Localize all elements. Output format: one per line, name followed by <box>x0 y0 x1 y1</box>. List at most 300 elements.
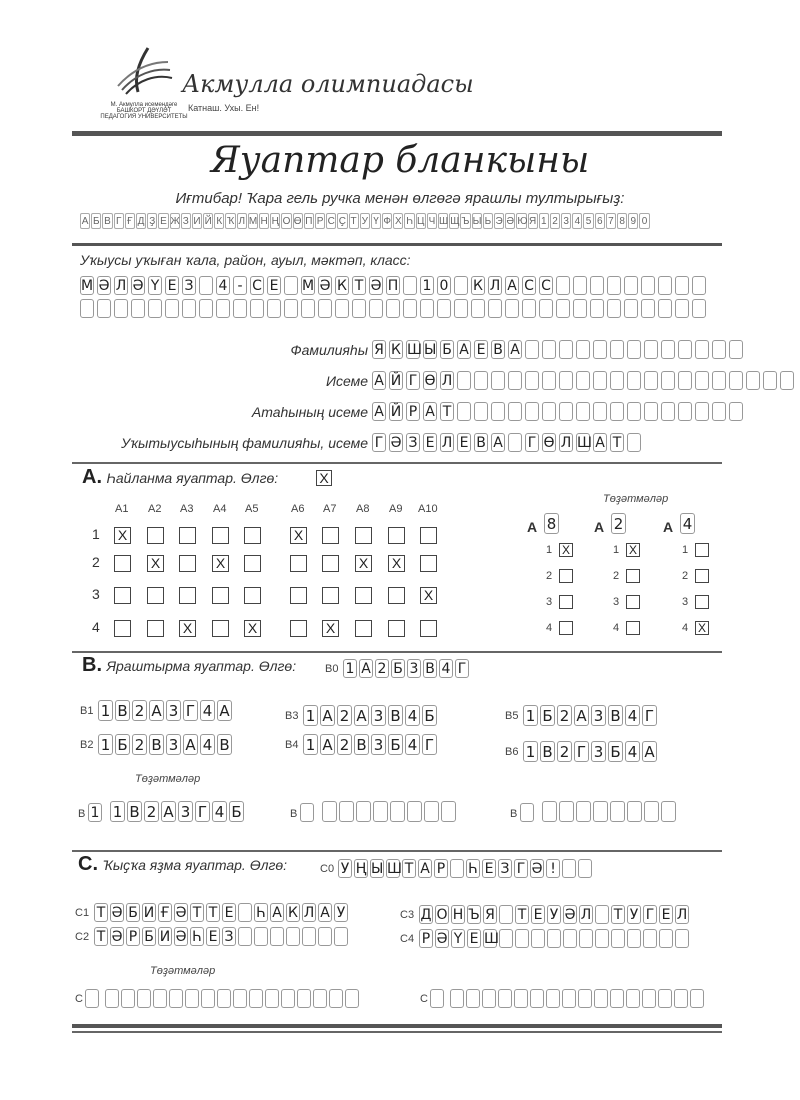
char-cell[interactable] <box>217 989 231 1008</box>
char-cell[interactable] <box>675 299 689 318</box>
char-cell[interactable] <box>182 299 196 318</box>
char-cell[interactable] <box>658 276 672 295</box>
char-cell[interactable] <box>594 989 608 1008</box>
char-cell[interactable]: Г <box>406 371 420 390</box>
char-cell[interactable]: А <box>161 801 176 822</box>
char-cell[interactable]: А <box>423 402 437 421</box>
char-cell[interactable] <box>692 299 706 318</box>
char-cell[interactable] <box>466 989 480 1008</box>
c-item-cells[interactable] <box>419 929 689 948</box>
char-cell[interactable]: 3 <box>591 705 606 726</box>
char-cell[interactable]: А <box>354 705 369 726</box>
char-cell[interactable] <box>576 801 591 822</box>
c-item-cells[interactable] <box>94 927 348 946</box>
char-cell[interactable] <box>199 299 213 318</box>
char-cell[interactable]: Л <box>441 373 453 389</box>
char-cell[interactable] <box>556 276 570 295</box>
char-cell[interactable]: В <box>540 741 555 762</box>
char-cell[interactable]: Я <box>483 905 497 924</box>
char-cell[interactable] <box>474 402 488 421</box>
char-cell[interactable]: Ш <box>484 931 499 947</box>
char-cell[interactable]: М <box>81 278 94 294</box>
char-cell[interactable] <box>474 371 488 390</box>
char-cell[interactable]: Л <box>441 435 453 451</box>
char-cell[interactable]: А <box>642 741 657 762</box>
char-cell[interactable]: Т <box>440 402 454 421</box>
char-cell[interactable] <box>644 801 659 822</box>
char-cell[interactable] <box>695 340 709 359</box>
answer-checkbox[interactable] <box>179 527 196 544</box>
char-cell[interactable] <box>121 989 135 1008</box>
char-cell[interactable] <box>249 989 263 1008</box>
char-cell[interactable]: Р <box>419 929 433 948</box>
char-cell[interactable]: 1 <box>523 705 538 726</box>
char-cell[interactable] <box>254 927 268 946</box>
char-cell[interactable] <box>556 299 570 318</box>
char-cell[interactable] <box>508 402 522 421</box>
char-cell[interactable]: Б <box>440 340 454 359</box>
char-cell[interactable]: Б <box>229 801 244 822</box>
char-cell[interactable] <box>407 801 422 822</box>
char-cell[interactable]: 4 <box>200 734 215 755</box>
char-cell[interactable]: З <box>222 927 236 946</box>
char-cell[interactable] <box>590 299 604 318</box>
char-cell[interactable]: С <box>250 276 264 295</box>
char-cell[interactable]: Б <box>115 734 130 755</box>
char-cell[interactable]: З <box>406 433 420 452</box>
char-cell[interactable] <box>661 801 676 822</box>
char-cell[interactable] <box>281 989 295 1008</box>
char-cell[interactable] <box>661 371 675 390</box>
char-cell[interactable] <box>137 989 151 1008</box>
char-cell[interactable] <box>675 929 689 948</box>
char-cell[interactable]: З <box>182 276 196 295</box>
char-cell[interactable] <box>250 299 264 318</box>
char-cell[interactable]: Й <box>390 404 402 420</box>
char-cell[interactable] <box>522 299 536 318</box>
char-cell[interactable] <box>658 989 672 1008</box>
answer-checkbox[interactable] <box>244 527 261 544</box>
answer-checkbox[interactable]: X <box>212 555 229 572</box>
char-cell[interactable]: Д <box>420 907 432 923</box>
char-cell[interactable]: В <box>217 734 232 755</box>
char-cell[interactable]: 1 <box>303 734 318 755</box>
char-cell[interactable] <box>539 299 553 318</box>
answer-checkbox[interactable]: X <box>388 555 405 572</box>
b-item-cells[interactable] <box>303 734 437 755</box>
char-cell[interactable]: Ә <box>175 929 187 945</box>
char-cell[interactable]: А <box>574 705 589 726</box>
char-cell[interactable] <box>593 371 607 390</box>
char-cell[interactable] <box>80 299 94 318</box>
char-cell[interactable]: 2 <box>337 705 352 726</box>
char-cell[interactable] <box>508 433 522 452</box>
char-cell[interactable] <box>318 299 332 318</box>
char-cell[interactable] <box>678 402 692 421</box>
char-cell[interactable]: Ш <box>407 342 422 358</box>
char-cell[interactable] <box>165 299 179 318</box>
answer-checkbox[interactable] <box>244 555 261 572</box>
char-cell[interactable] <box>642 989 656 1008</box>
char-cell[interactable]: А <box>149 700 164 721</box>
char-cell[interactable] <box>525 402 539 421</box>
char-cell[interactable]: Г <box>422 734 437 755</box>
char-cell[interactable]: 1 <box>110 801 125 822</box>
char-cell[interactable] <box>148 299 162 318</box>
char-cell[interactable]: 2 <box>337 734 352 755</box>
char-cell[interactable]: Е <box>222 903 236 922</box>
char-cell[interactable] <box>610 340 624 359</box>
char-cell[interactable] <box>643 929 657 948</box>
char-cell[interactable] <box>695 371 709 390</box>
char-cell[interactable] <box>199 276 213 295</box>
char-cell[interactable]: Й <box>390 373 402 389</box>
char-cell[interactable]: Г <box>525 433 539 452</box>
char-cell[interactable]: У <box>627 905 641 924</box>
char-cell[interactable]: Ы <box>424 342 437 358</box>
char-cell[interactable] <box>562 989 576 1008</box>
char-cell[interactable] <box>644 402 658 421</box>
char-cell[interactable] <box>238 927 252 946</box>
char-cell[interactable]: У <box>547 905 561 924</box>
char-cell[interactable]: Т <box>515 905 529 924</box>
char-cell[interactable]: 4 <box>405 734 420 755</box>
char-cell[interactable]: Я <box>372 340 386 359</box>
char-cell[interactable] <box>593 402 607 421</box>
char-cell[interactable] <box>131 299 145 318</box>
char-cell[interactable]: Ғ <box>158 903 172 922</box>
char-cell[interactable] <box>498 989 512 1008</box>
char-cell[interactable] <box>450 989 464 1008</box>
char-cell[interactable] <box>559 371 573 390</box>
char-cell[interactable]: А <box>318 903 332 922</box>
char-cell[interactable]: Е <box>467 929 481 948</box>
char-cell[interactable] <box>659 929 673 948</box>
char-cell[interactable]: Л <box>115 278 127 294</box>
char-cell[interactable] <box>593 340 607 359</box>
char-cell[interactable] <box>627 340 641 359</box>
correction-checkbox[interactable] <box>626 569 640 583</box>
answer-checkbox[interactable] <box>322 527 339 544</box>
char-cell[interactable]: Һ <box>254 903 268 922</box>
answer-checkbox[interactable] <box>147 620 164 637</box>
char-cell[interactable] <box>329 989 343 1008</box>
char-cell[interactable]: 2 <box>557 741 572 762</box>
char-cell[interactable] <box>695 402 709 421</box>
c-correction-item-cell[interactable] <box>430 989 444 1008</box>
char-cell[interactable] <box>661 402 675 421</box>
char-cell[interactable] <box>595 905 609 924</box>
char-cell[interactable] <box>97 299 111 318</box>
surname-cells[interactable] <box>372 340 743 359</box>
char-cell[interactable]: А <box>320 734 335 755</box>
char-cell[interactable] <box>471 299 485 318</box>
char-cell[interactable]: В <box>388 705 403 726</box>
char-cell[interactable] <box>627 371 641 390</box>
char-cell[interactable] <box>627 402 641 421</box>
char-cell[interactable]: Е <box>165 276 179 295</box>
answer-checkbox[interactable] <box>388 620 405 637</box>
char-cell[interactable]: А <box>508 340 522 359</box>
patronymic-cells[interactable] <box>372 402 743 421</box>
char-cell[interactable] <box>627 801 642 822</box>
b-item-cells[interactable] <box>98 734 232 755</box>
char-cell[interactable]: А <box>320 705 335 726</box>
char-cell[interactable]: Е <box>659 905 673 924</box>
char-cell[interactable] <box>578 989 592 1008</box>
answer-checkbox[interactable] <box>290 587 307 604</box>
char-cell[interactable] <box>454 276 468 295</box>
char-cell[interactable]: 4 <box>216 276 230 295</box>
char-cell[interactable] <box>678 340 692 359</box>
char-cell[interactable]: 3 <box>166 700 181 721</box>
char-cell[interactable]: В <box>127 801 142 822</box>
answer-checkbox[interactable] <box>114 555 131 572</box>
char-cell[interactable]: В <box>354 734 369 755</box>
char-cell[interactable] <box>559 402 573 421</box>
answer-checkbox[interactable] <box>420 527 437 544</box>
char-cell[interactable] <box>369 299 383 318</box>
char-cell[interactable] <box>420 299 434 318</box>
char-cell[interactable]: Г <box>183 700 198 721</box>
char-cell[interactable]: 0 <box>437 276 451 295</box>
char-cell[interactable] <box>373 801 388 822</box>
char-cell[interactable]: 4 <box>405 705 420 726</box>
char-cell[interactable]: А <box>270 903 284 922</box>
correction-checkbox[interactable] <box>695 543 709 557</box>
char-cell[interactable] <box>641 299 655 318</box>
char-cell[interactable] <box>201 989 215 1008</box>
char-cell[interactable] <box>114 299 128 318</box>
char-cell[interactable] <box>610 402 624 421</box>
char-cell[interactable] <box>105 989 119 1008</box>
char-cell[interactable]: Р <box>126 927 140 946</box>
char-cell[interactable]: Л <box>560 435 572 451</box>
b-correction-cells[interactable] <box>322 801 456 822</box>
answer-checkbox[interactable]: X <box>179 620 196 637</box>
char-cell[interactable] <box>508 371 522 390</box>
char-cell[interactable] <box>491 371 505 390</box>
answer-checkbox[interactable] <box>147 527 164 544</box>
char-cell[interactable] <box>641 276 655 295</box>
char-cell[interactable]: Т <box>190 903 204 922</box>
char-cell[interactable]: Б <box>422 705 437 726</box>
correction-checkbox[interactable] <box>695 595 709 609</box>
char-cell[interactable] <box>267 299 281 318</box>
char-cell[interactable]: Ә <box>175 905 187 921</box>
char-cell[interactable] <box>674 989 688 1008</box>
char-cell[interactable]: Г <box>195 801 210 822</box>
char-cell[interactable]: Ә <box>98 278 110 294</box>
char-cell[interactable] <box>153 989 167 1008</box>
char-cell[interactable] <box>576 371 590 390</box>
char-cell[interactable] <box>352 299 366 318</box>
char-cell[interactable] <box>515 929 529 948</box>
char-cell[interactable]: 1 <box>303 705 318 726</box>
char-cell[interactable]: Ү <box>451 929 465 948</box>
char-cell[interactable]: Һ <box>190 927 204 946</box>
char-cell[interactable]: 2 <box>132 700 147 721</box>
char-cell[interactable]: 4 <box>212 801 227 822</box>
char-cell[interactable] <box>386 299 400 318</box>
answer-checkbox[interactable] <box>290 620 307 637</box>
char-cell[interactable] <box>644 340 658 359</box>
char-cell[interactable]: А <box>372 402 386 421</box>
char-cell[interactable]: Е <box>423 433 437 452</box>
school-row-2[interactable] <box>80 299 706 318</box>
char-cell[interactable] <box>491 402 505 421</box>
c-correction-cells[interactable] <box>450 989 704 1008</box>
char-cell[interactable] <box>611 929 625 948</box>
char-cell[interactable] <box>284 299 298 318</box>
b-item-cells[interactable] <box>523 705 657 726</box>
char-cell[interactable]: 3 <box>371 705 386 726</box>
char-cell[interactable]: Г <box>642 705 657 726</box>
char-cell[interactable] <box>238 903 252 922</box>
char-cell[interactable] <box>658 299 672 318</box>
char-cell[interactable]: Ә <box>319 278 331 294</box>
char-cell[interactable] <box>626 989 640 1008</box>
char-cell[interactable]: Ш <box>577 435 592 451</box>
char-cell[interactable]: А <box>183 734 198 755</box>
answer-checkbox[interactable] <box>388 527 405 544</box>
char-cell[interactable]: В <box>474 433 488 452</box>
char-cell[interactable]: Е <box>206 927 220 946</box>
b-correction-item-cell[interactable] <box>300 803 314 822</box>
answer-checkbox[interactable] <box>420 620 437 637</box>
char-cell[interactable] <box>499 905 513 924</box>
char-cell[interactable] <box>270 927 284 946</box>
char-cell[interactable]: С <box>522 276 536 295</box>
char-cell[interactable] <box>525 371 539 390</box>
char-cell[interactable] <box>286 927 300 946</box>
answer-checkbox[interactable]: X <box>420 587 437 604</box>
char-cell[interactable] <box>624 276 638 295</box>
answer-checkbox[interactable] <box>212 587 229 604</box>
char-cell[interactable]: Е <box>474 340 488 359</box>
answer-checkbox[interactable] <box>355 587 372 604</box>
answer-checkbox[interactable]: X <box>355 555 372 572</box>
char-cell[interactable] <box>644 371 658 390</box>
correction-checkbox[interactable] <box>626 595 640 609</box>
char-cell[interactable]: В <box>149 734 164 755</box>
answer-checkbox[interactable] <box>355 527 372 544</box>
answer-checkbox[interactable] <box>114 620 131 637</box>
char-cell[interactable]: Ә <box>132 278 144 294</box>
char-cell[interactable] <box>576 340 590 359</box>
char-cell[interactable]: Е <box>457 433 471 452</box>
char-cell[interactable]: И <box>143 905 155 921</box>
char-cell[interactable] <box>356 801 371 822</box>
char-cell[interactable]: Ә <box>436 931 448 947</box>
char-cell[interactable]: 2 <box>132 734 147 755</box>
char-cell[interactable] <box>437 299 451 318</box>
char-cell[interactable]: Г <box>574 741 589 762</box>
char-cell[interactable] <box>573 299 587 318</box>
correction-number-cell[interactable]: 8 <box>544 513 559 534</box>
name-cells[interactable] <box>372 371 794 390</box>
c-item-cells[interactable] <box>94 903 348 922</box>
b-item-cells[interactable] <box>303 705 437 726</box>
char-cell[interactable] <box>712 371 726 390</box>
char-cell[interactable]: Т <box>610 433 624 452</box>
answer-checkbox[interactable] <box>114 587 131 604</box>
char-cell[interactable]: Ъ <box>468 907 480 923</box>
char-cell[interactable] <box>573 276 587 295</box>
char-cell[interactable]: Б <box>540 705 555 726</box>
char-cell[interactable] <box>482 989 496 1008</box>
char-cell[interactable] <box>607 276 621 295</box>
answer-checkbox[interactable] <box>179 587 196 604</box>
char-cell[interactable] <box>301 299 315 318</box>
answer-checkbox[interactable] <box>147 587 164 604</box>
char-cell[interactable]: С <box>539 276 553 295</box>
char-cell[interactable] <box>216 299 230 318</box>
char-cell[interactable]: Б <box>388 734 403 755</box>
char-cell[interactable]: 3 <box>166 734 181 755</box>
b-item-cells[interactable] <box>523 741 657 762</box>
char-cell[interactable] <box>530 989 544 1008</box>
char-cell[interactable] <box>457 371 471 390</box>
answer-checkbox[interactable]: X <box>322 620 339 637</box>
char-cell[interactable]: Т <box>94 903 108 922</box>
char-cell[interactable]: Ә <box>564 907 576 923</box>
char-cell[interactable]: 4 <box>625 705 640 726</box>
char-cell[interactable] <box>563 929 577 948</box>
char-cell[interactable]: К <box>389 340 403 359</box>
char-cell[interactable]: К <box>471 276 485 295</box>
char-cell[interactable]: - <box>233 276 247 295</box>
c-item-cells[interactable] <box>419 905 689 924</box>
char-cell[interactable]: В <box>608 705 623 726</box>
char-cell[interactable]: 1 <box>98 700 113 721</box>
char-cell[interactable]: Г <box>372 433 386 452</box>
correction-checkbox[interactable] <box>559 595 573 609</box>
char-cell[interactable] <box>185 989 199 1008</box>
answer-checkbox[interactable] <box>355 620 372 637</box>
c-correction-item-cell[interactable] <box>85 989 99 1008</box>
char-cell[interactable]: Л <box>489 278 501 294</box>
char-cell[interactable] <box>318 927 332 946</box>
char-cell[interactable]: К <box>335 276 349 295</box>
char-cell[interactable] <box>233 989 247 1008</box>
answer-checkbox[interactable] <box>212 620 229 637</box>
answer-checkbox[interactable] <box>322 555 339 572</box>
char-cell[interactable] <box>729 371 743 390</box>
char-cell[interactable] <box>579 929 593 948</box>
answer-checkbox[interactable]: X <box>147 555 164 572</box>
char-cell[interactable]: А <box>217 700 232 721</box>
char-cell[interactable]: О <box>436 907 448 923</box>
char-cell[interactable] <box>675 276 689 295</box>
correction-checkbox[interactable] <box>626 621 640 635</box>
char-cell[interactable]: 4 <box>625 741 640 762</box>
char-cell[interactable]: Ө <box>424 373 436 389</box>
c-correction-cells[interactable] <box>105 989 359 1008</box>
char-cell[interactable] <box>313 989 327 1008</box>
char-cell[interactable]: Г <box>643 905 657 924</box>
char-cell[interactable] <box>339 801 354 822</box>
char-cell[interactable] <box>624 299 638 318</box>
char-cell[interactable] <box>335 299 349 318</box>
char-cell[interactable] <box>542 371 556 390</box>
b-correction-cells[interactable] <box>110 801 244 822</box>
char-cell[interactable]: Б <box>608 741 623 762</box>
char-cell[interactable]: Е <box>267 276 281 295</box>
char-cell[interactable] <box>345 989 359 1008</box>
char-cell[interactable]: Б <box>142 927 156 946</box>
char-cell[interactable] <box>499 929 513 948</box>
